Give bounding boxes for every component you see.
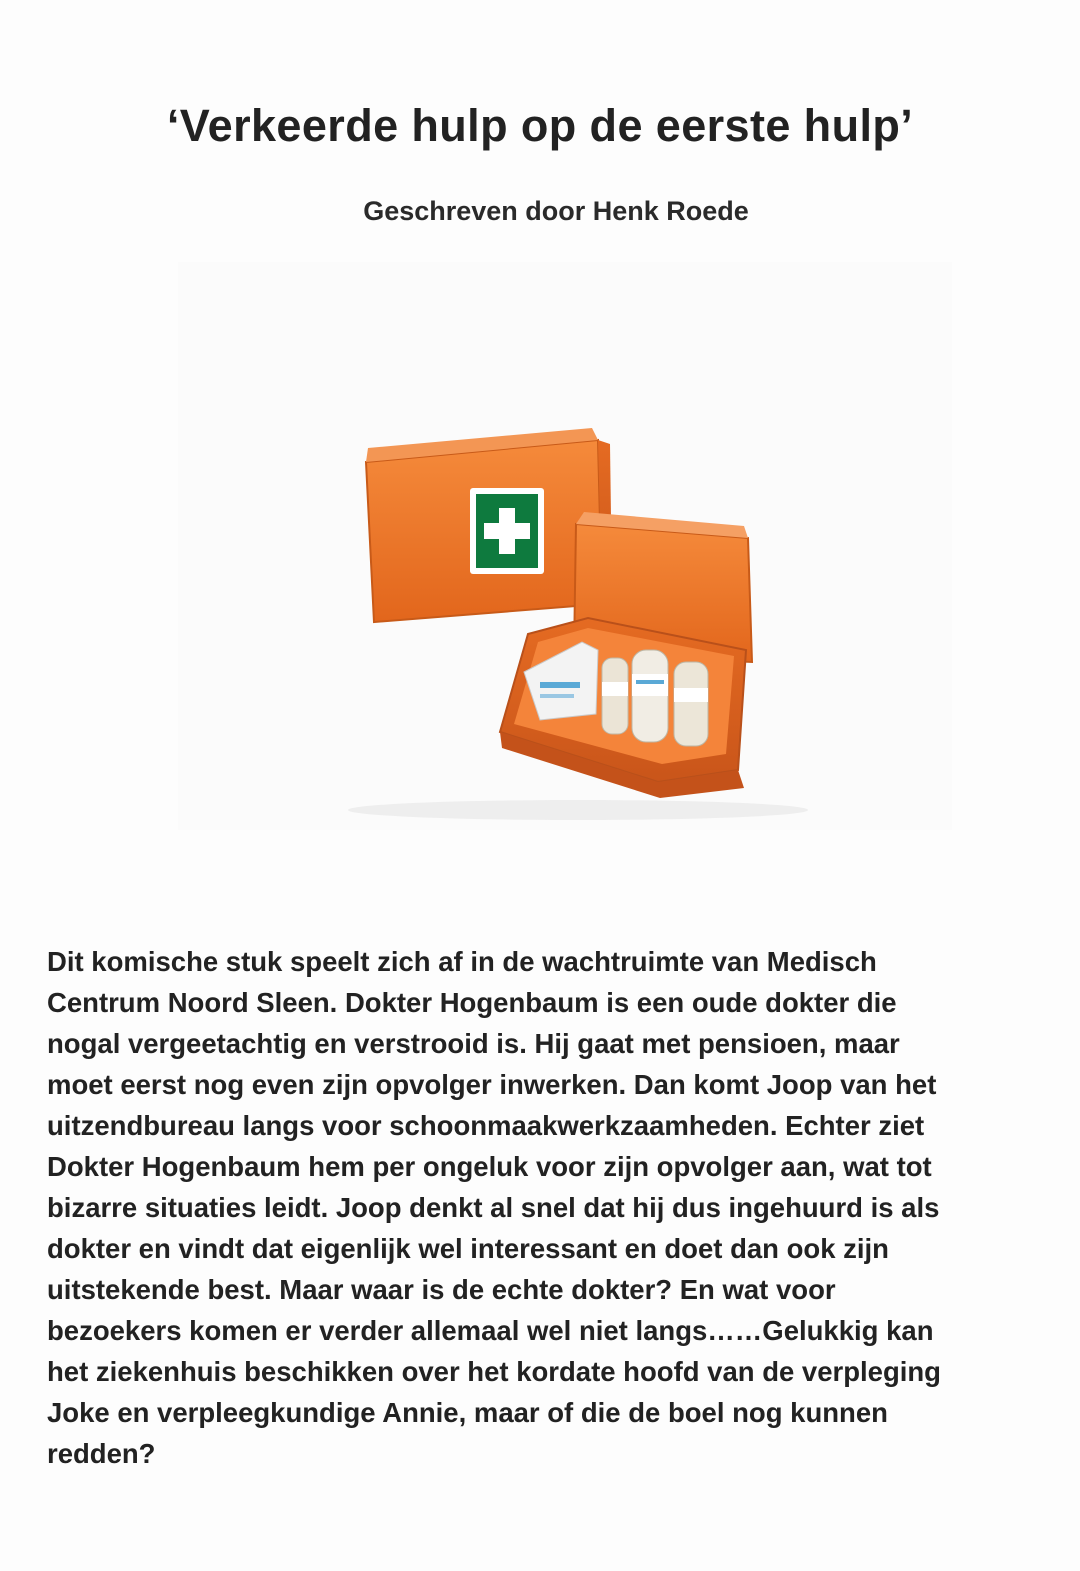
body-line: Dokter Hogenbaum hem per ongeluk voor zijn opvolger aan, wat tot bbox=[47, 1151, 932, 1182]
body-line: Joke en verpleegkundige Annie, maar of die de boel nog kunnen bbox=[47, 1397, 888, 1428]
body-line: moet eerst nog even zijn opvolger inwerken. Dan komt Joop van het bbox=[47, 1069, 937, 1100]
bandage-roll-icon bbox=[602, 658, 628, 734]
body-line: Centrum Noord Sleen. Dokter Hogenbaum is een oude dokter die bbox=[47, 987, 897, 1018]
body-line: het ziekenhuis beschikken over het kordate hoofd van de verpleging bbox=[47, 1356, 941, 1387]
body-line: uitstekende best. Maar waar is de echte dokter? En wat voor bbox=[47, 1274, 836, 1305]
bandage-roll-icon bbox=[632, 650, 668, 742]
page-title: ‘Verkeerde hulp op de eerste hulp’ bbox=[166, 100, 914, 152]
body-line: dokter en vindt dat eigenlijk wel interessant en doet dan ook zijn bbox=[47, 1233, 889, 1264]
body-line: Dit komische stuk speelt zich af in de wachtruimte van Medisch bbox=[47, 946, 877, 977]
bandage-roll-icon bbox=[674, 662, 708, 746]
first-aid-kit-image bbox=[178, 262, 952, 830]
body-line: uitzendbureau langs voor schoonmaakwerkzaamheden. Echter ziet bbox=[47, 1110, 925, 1141]
body-line: nogal vergeetachtig en verstrooid is. Hij gaat met pensioen, maar bbox=[47, 1028, 900, 1059]
body-line: bezoekers komen er verder allemaal wel niet langs……Gelukkig kan bbox=[47, 1315, 934, 1346]
body-text bbox=[47, 941, 1067, 1474]
byline: Geschreven door Henk Roede bbox=[363, 196, 749, 226]
body-line: bizarre situaties leidt. Joop denkt al snel dat hij dus ingehuurd is als bbox=[47, 1192, 940, 1223]
body-line: redden? bbox=[47, 1438, 156, 1469]
first-aid-sign-icon bbox=[470, 488, 544, 574]
